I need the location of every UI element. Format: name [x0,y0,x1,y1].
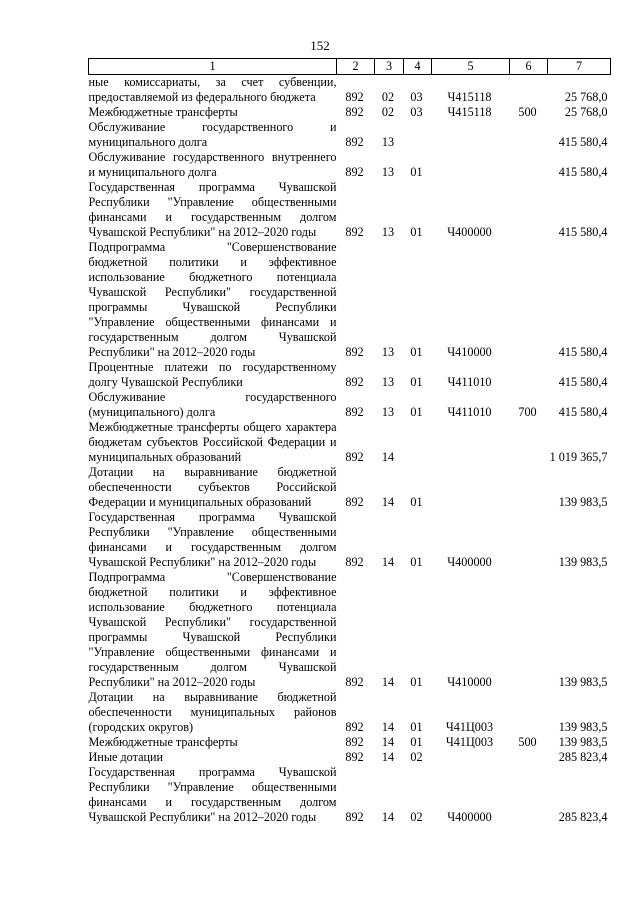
row-pr-cell: 03 [410,105,423,119]
row-gr-cell: 892 [345,345,364,359]
row-amount-cell: 139 983,5 [558,555,608,569]
row-rz-cell: 13 [381,345,395,359]
row-vr-cell: 700 [518,405,537,419]
row-csr-cell [432,750,510,765]
row-csr-cell: Ч400000 [447,555,492,569]
row-rz-cell: 13 [381,405,395,419]
row-gr-cell: 892 [345,105,364,119]
row-amount-cell: 415 580,4 [558,225,608,239]
row-csr-cell: Ч411010 [447,375,492,389]
row-name-cell: Дотации на выравнивание бюджетной обеспеченности муниципальных районов (городских округов) [88,690,337,734]
table-row [89,75,611,106]
row-rz-cell: 14 [381,495,395,509]
row-pr-cell: 01 [410,225,423,239]
row-name-cell: Обслуживание государственного внутреннего и муниципального долга [88,150,337,179]
row-rz-cell: 02 [381,105,395,119]
table-row [89,240,611,360]
row-name-cell: ные комиссариаты, за счет субвенции, предоставляемой из федерального бюджета [88,75,337,104]
row-gr-cell: 892 [345,450,364,464]
page-number: 152 [310,38,330,53]
row-vr-cell [510,690,548,735]
row-rz-cell: 02 [381,90,395,104]
row-name-cell: Государственная программа Чувашской Республики "Управление общественными финансами и государственным долгом Чувашской Республики" на 2012–2020 годы [88,765,337,824]
row-name-cell: Обслуживание государственного и муниципального долга [88,120,337,149]
row-gr-cell: 892 [345,90,364,104]
row-csr-cell [432,465,510,510]
row-name-cell: Обслуживание государственного (муниципального) долга [88,390,337,419]
table-row [89,690,611,735]
row-gr-cell: 892 [345,720,364,734]
row-name-cell: Государственная программа Чувашской Республики "Управление общественными финансами и государственным долгом Чувашской Республики" на 2012–2020 годы [88,510,337,569]
row-gr-cell: 892 [345,555,364,569]
row-amount-cell: 415 580,4 [558,375,608,389]
table-row [89,150,611,180]
table-row [89,105,611,120]
row-rz-cell: 14 [381,720,395,734]
column-header: 6 [510,59,548,75]
row-name-cell: Дотации на выравнивание бюджетной обеспеченности субъектов Российской Федерации и муниципальных образований [88,465,337,509]
row-pr-cell: 03 [410,90,423,104]
row-vr-cell [510,570,548,690]
row-gr-cell: 892 [345,225,364,239]
row-vr-cell [510,180,548,240]
row-pr-cell [404,420,432,465]
row-pr-cell: 01 [410,165,423,179]
row-pr-cell [404,120,432,150]
row-rz-cell: 14 [381,555,395,569]
row-csr-cell: Ч410000 [447,675,492,689]
row-name-cell: Подпрограмма "Совершенствование бюджетной политики и эффективное использование бюджетного потенциала Чувашской Республики" государственной программы Чувашской Республики "Управление общественными финансами и государственным долгом Чувашской Республики" на 2012–2020 годы [88,570,337,689]
row-name-cell: Межбюджетные трансферты [88,105,238,119]
column-header: 2 [337,59,375,75]
table-row [89,465,611,510]
row-rz-cell: 14 [381,450,395,464]
row-gr-cell: 892 [345,165,364,179]
row-csr-cell: Ч410000 [447,345,492,359]
row-vr-cell [510,510,548,570]
table-header-row [89,59,611,75]
row-gr-cell: 892 [345,675,364,689]
row-name-cell: Межбюджетные трансферты [88,735,238,749]
budget-table [88,58,611,825]
row-csr-cell [432,120,510,150]
row-name-cell: Межбюджетные трансферты общего характера бюджетам субъектов Российской Федерации и муниципальных образований [88,420,337,464]
row-pr-cell: 02 [410,750,423,764]
row-amount-cell: 25 768,0 [564,105,608,119]
row-amount-cell: 415 580,4 [558,135,608,149]
row-gr-cell: 892 [345,810,364,824]
table-row [89,510,611,570]
row-rz-cell: 13 [381,225,395,239]
row-amount-cell: 285 823,4 [558,750,608,764]
row-name-cell: Процентные платежи по государственному долгу Чувашской Республики [88,360,337,389]
row-vr-cell [510,120,548,150]
row-pr-cell: 01 [410,405,423,419]
column-header: 3 [375,59,404,75]
row-gr-cell: 892 [345,405,364,419]
row-rz-cell: 14 [381,675,395,689]
row-vr-cell [510,765,548,825]
row-gr-cell: 892 [345,750,364,764]
row-vr-cell [510,75,548,106]
table-row [89,180,611,240]
row-rz-cell: 14 [381,810,395,824]
row-rz-cell: 14 [381,735,395,749]
row-pr-cell: 01 [410,735,423,749]
row-gr-cell: 892 [345,735,364,749]
table-row [89,570,611,690]
row-gr-cell: 892 [345,495,364,509]
row-vr-cell [510,360,548,390]
row-name-cell: Иные дотации [88,750,164,764]
table-row [89,390,611,420]
row-rz-cell: 13 [381,135,395,149]
table-row [89,420,611,465]
row-amount-cell: 285 823,4 [558,810,608,824]
row-amount-cell: 139 983,5 [558,495,608,509]
row-amount-cell: 139 983,5 [558,720,608,734]
row-csr-cell: Ч400000 [447,810,492,824]
row-pr-cell: 01 [410,495,423,509]
row-csr-cell: Ч400000 [447,225,492,239]
row-amount-cell: 415 580,4 [558,165,608,179]
row-pr-cell: 01 [410,345,423,359]
row-name-cell: Государственная программа Чувашской Республики "Управление общественными финансами и государственным долгом Чувашской Республики" на 2012–2020 годы [88,180,337,239]
row-csr-cell: Ч415118 [447,90,492,104]
row-csr-cell [432,150,510,180]
row-name-cell: Подпрограмма "Совершенствование бюджетной политики и эффективное использование бюджетного потенциала Чувашской Республики" государственной программы Чувашской Республики "Управление общественными финансами и государственным долгом Чувашской Республики" на 2012–2020 годы [88,240,337,359]
table-row [89,735,611,750]
table-row [89,765,611,825]
row-rz-cell: 13 [381,375,395,389]
row-amount-cell: 139 983,5 [558,675,608,689]
table-row [89,120,611,150]
row-csr-cell: Ч415118 [447,105,492,119]
row-amount-cell: 139 983,5 [558,735,608,749]
row-vr-cell: 500 [518,105,537,119]
row-vr-cell [510,420,548,465]
row-pr-cell: 01 [410,375,423,389]
row-amount-cell: 415 580,4 [558,405,608,419]
row-pr-cell: 01 [410,555,423,569]
row-rz-cell: 14 [381,750,395,764]
row-amount-cell: 25 768,0 [564,90,608,104]
row-gr-cell: 892 [345,375,364,389]
row-gr-cell: 892 [345,135,364,149]
row-csr-cell: Ч411010 [447,405,492,419]
table-row [89,750,611,765]
column-header: 7 [548,59,611,75]
row-vr-cell: 500 [518,735,537,749]
column-header: 1 [89,59,337,75]
row-amount-cell: 1 019 365,7 [549,450,608,464]
row-rz-cell: 13 [381,165,395,179]
row-pr-cell: 02 [410,810,423,824]
row-csr-cell: Ч41Ц003 [445,720,494,734]
row-vr-cell [510,150,548,180]
row-vr-cell [510,750,548,765]
row-csr-cell: Ч41Ц003 [445,735,494,749]
row-amount-cell: 415 580,4 [558,345,608,359]
row-csr-cell [432,420,510,465]
table-row [89,360,611,390]
row-vr-cell [510,240,548,360]
column-header: 5 [432,59,510,75]
row-pr-cell: 01 [410,675,423,689]
row-vr-cell [510,465,548,510]
row-pr-cell: 01 [410,720,423,734]
column-header: 4 [404,59,432,75]
